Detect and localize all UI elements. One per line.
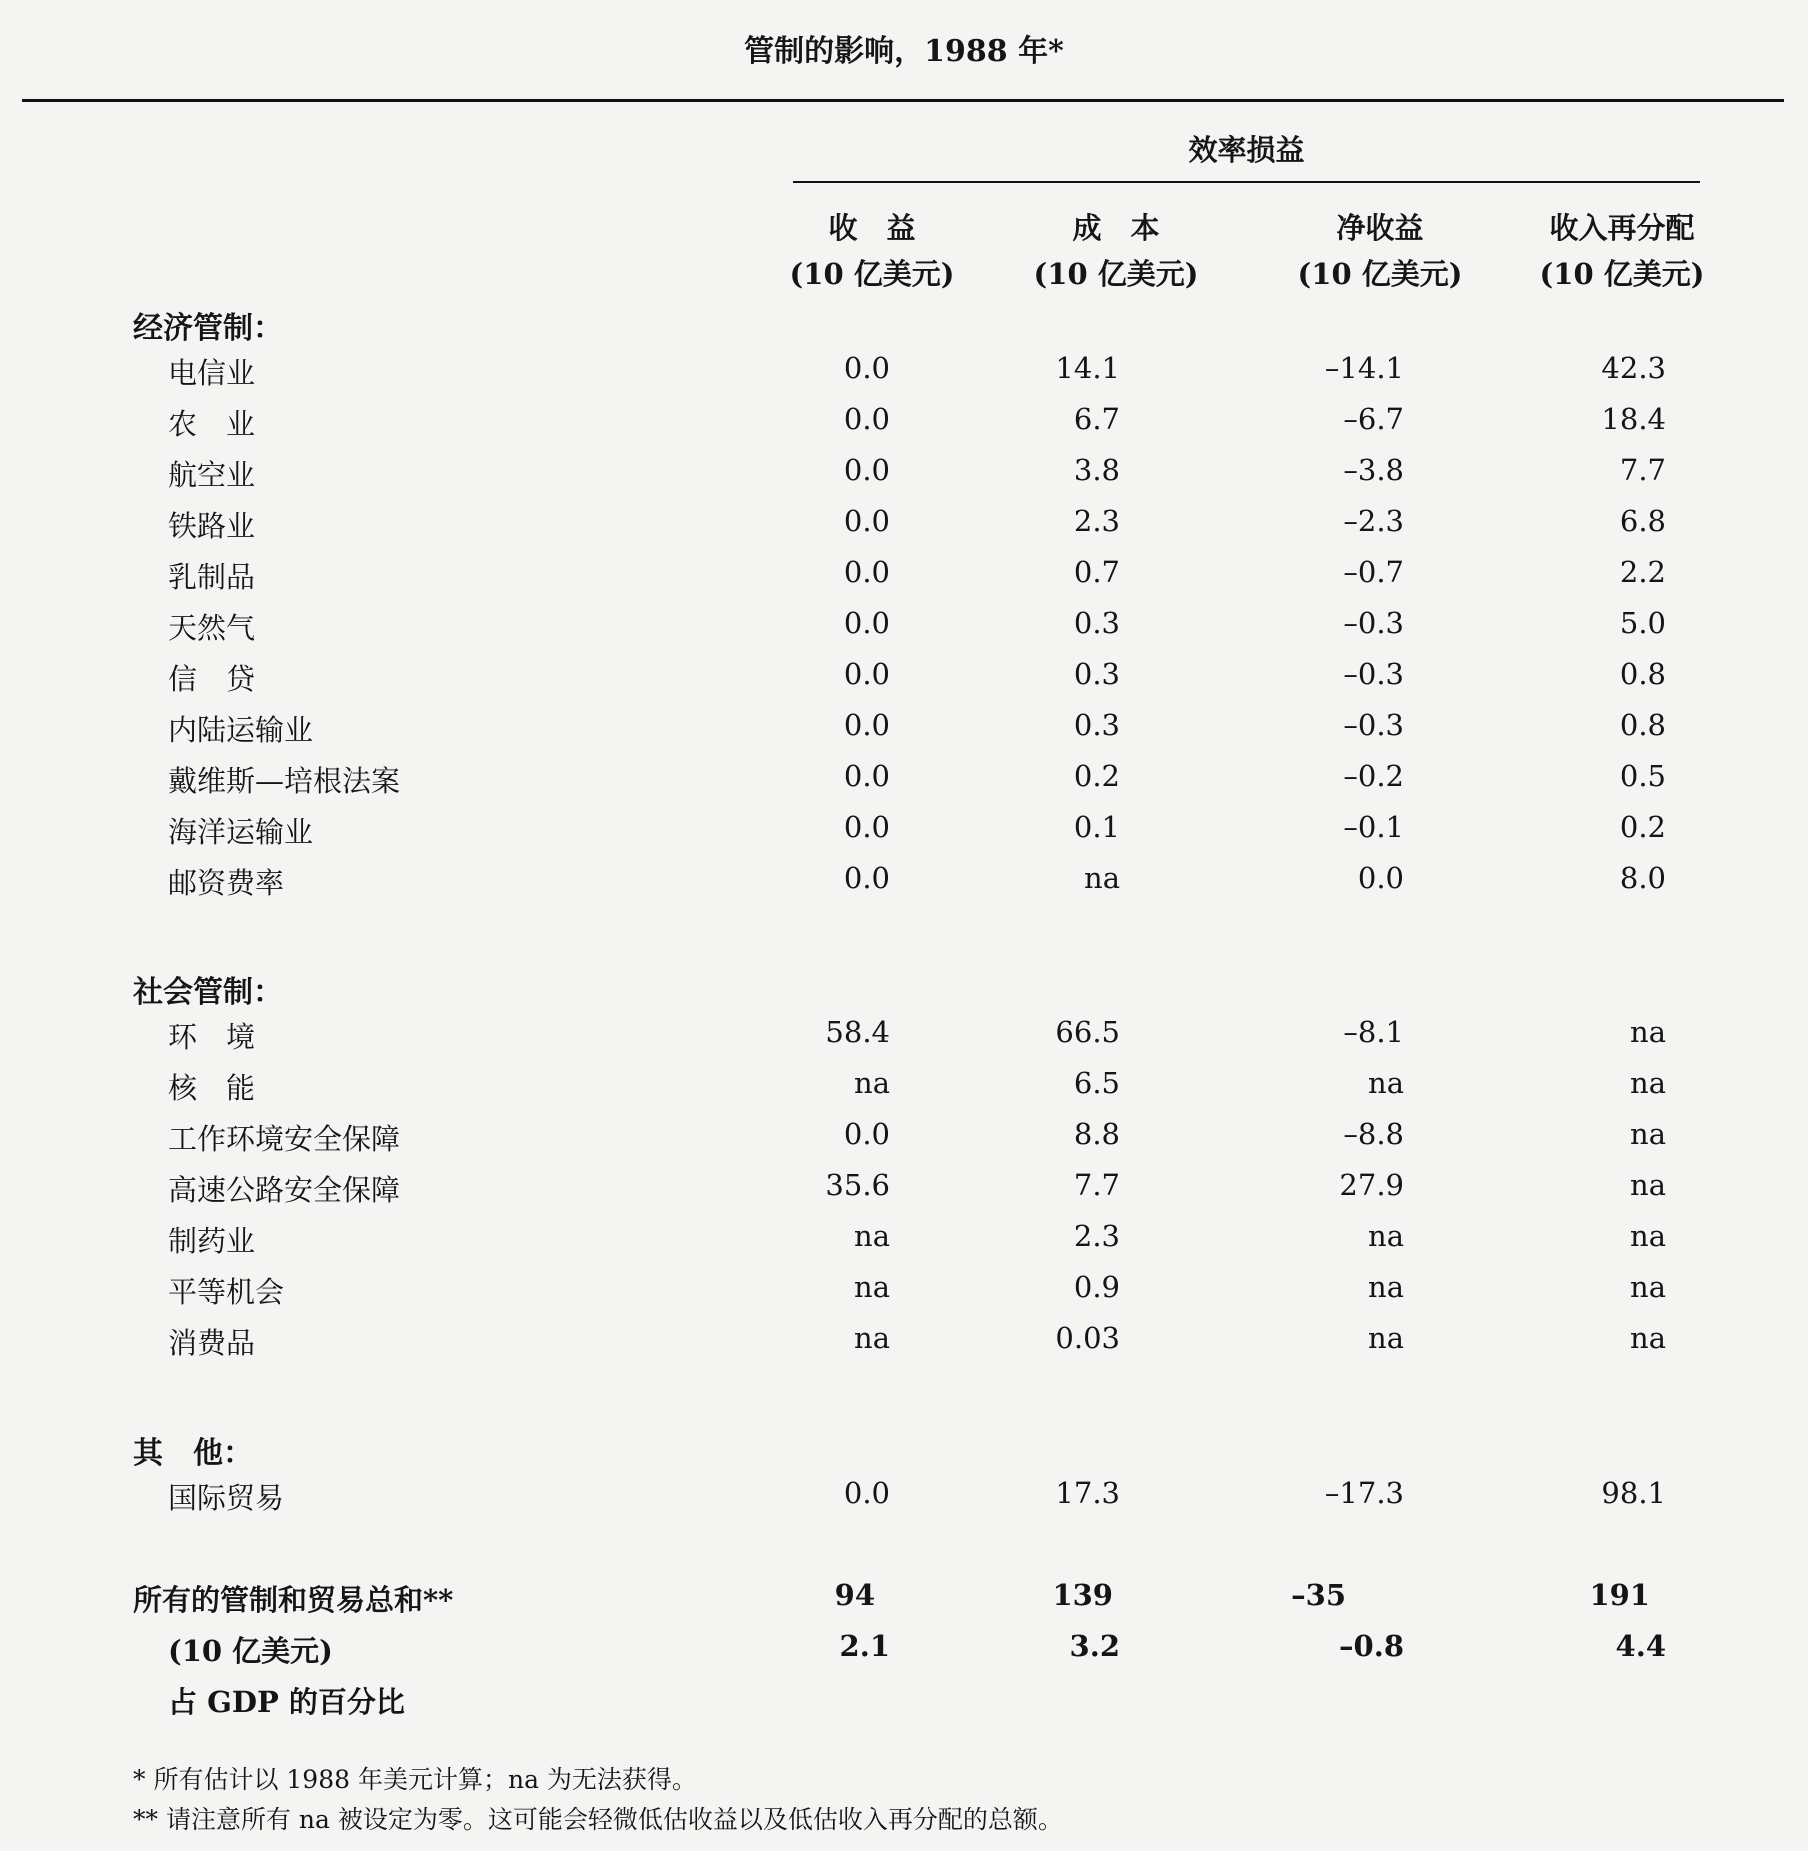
cell-benefit: 0.0 bbox=[843, 555, 890, 589]
cell-cost: 0.2 bbox=[1073, 759, 1120, 793]
cell-cost: 0.3 bbox=[1073, 708, 1120, 742]
row-label: 制药业 bbox=[168, 1224, 256, 1258]
table-row bbox=[0, 810, 1808, 861]
cell-cost: 0.1 bbox=[1073, 810, 1120, 844]
cell-net-benefit: na bbox=[1368, 1066, 1404, 1100]
cell-redistribution: na bbox=[1630, 1219, 1666, 1253]
cell-redistribution: 0.5 bbox=[1619, 759, 1666, 793]
cell-redistribution: na bbox=[1630, 1321, 1666, 1355]
cell-benefit: 0.0 bbox=[843, 606, 890, 640]
cell-benefit: 0.0 bbox=[843, 453, 890, 487]
totals-net-benefit: –35 bbox=[1291, 1578, 1346, 1612]
cell-net-benefit: –8.8 bbox=[1343, 1117, 1404, 1151]
row-label: 消费品 bbox=[168, 1326, 256, 1360]
cell-redistribution: 6.8 bbox=[1619, 504, 1666, 538]
row-label: 天然气 bbox=[168, 611, 256, 645]
column-header-benefit bbox=[742, 205, 1002, 297]
row-label: 航空业 bbox=[168, 458, 256, 492]
cell-net-benefit: –6.7 bbox=[1343, 402, 1404, 436]
column-name: 净收益 bbox=[1336, 211, 1424, 245]
cell-net-benefit: –0.1 bbox=[1343, 810, 1404, 844]
cell-net-benefit: –3.8 bbox=[1343, 453, 1404, 487]
column-name: 收入再分配 bbox=[1549, 211, 1695, 245]
row-label: 乳制品 bbox=[168, 560, 256, 594]
cell-cost: 6.5 bbox=[1073, 1066, 1120, 1100]
cell-cost: 8.8 bbox=[1073, 1117, 1120, 1151]
cell-benefit: 35.6 bbox=[825, 1168, 890, 1202]
cell-net-benefit: –2.3 bbox=[1343, 504, 1404, 538]
cell-redistribution: 42.3 bbox=[1601, 351, 1666, 385]
section-label-other: 其 他： bbox=[133, 1436, 253, 1471]
cell-benefit: 0.0 bbox=[843, 708, 890, 742]
footnote-2: ** 请注意所有 na 被设定为零。这可能会轻微低估收益以及低估收入再分配的总额。 bbox=[133, 1805, 1063, 1834]
cell-cost: 2.3 bbox=[1073, 504, 1120, 538]
cell-redistribution: na bbox=[1630, 1066, 1666, 1100]
cell-cost: 17.3 bbox=[1055, 1476, 1120, 1510]
table-row bbox=[0, 1270, 1808, 1321]
cell-benefit: na bbox=[854, 1219, 890, 1253]
cell-benefit: 0.0 bbox=[843, 657, 890, 691]
cell-redistribution: 98.1 bbox=[1601, 1476, 1666, 1510]
table-row bbox=[0, 1015, 1808, 1066]
cell-net-benefit: –0.2 bbox=[1343, 759, 1404, 793]
gdp-label: 占 GDP 的百分比 bbox=[168, 1685, 405, 1719]
cell-cost: 7.7 bbox=[1073, 1168, 1120, 1202]
cell-redistribution: 7.7 bbox=[1619, 453, 1666, 487]
row-label: 工作环境安全保障 bbox=[168, 1122, 401, 1156]
cell-redistribution: 0.8 bbox=[1619, 708, 1666, 742]
cell-benefit: 0.0 bbox=[843, 402, 890, 436]
column-header-redistribution bbox=[1492, 205, 1752, 297]
cell-cost: 0.3 bbox=[1073, 657, 1120, 691]
footnote-1: * 所有估计以 1988 年美元计算；na 为无法获得。 bbox=[133, 1765, 697, 1794]
cell-net-benefit: –14.1 bbox=[1324, 351, 1404, 385]
table-row bbox=[0, 759, 1808, 810]
table-row bbox=[0, 1168, 1808, 1219]
table-row bbox=[0, 606, 1808, 657]
gdp-redistribution: 4.4 bbox=[1615, 1629, 1666, 1663]
table-row bbox=[0, 708, 1808, 759]
cell-redistribution: 18.4 bbox=[1601, 402, 1666, 436]
cell-cost: 0.03 bbox=[1055, 1321, 1120, 1355]
row-label: 平等机会 bbox=[168, 1275, 285, 1309]
cell-benefit: 0.0 bbox=[843, 1476, 890, 1510]
row-label: 戴维斯—培根法案 bbox=[168, 764, 401, 798]
table-row bbox=[0, 453, 1808, 504]
table-row bbox=[0, 1066, 1808, 1117]
table-row bbox=[0, 402, 1808, 453]
totals-cost: 139 bbox=[1052, 1578, 1113, 1612]
table-row bbox=[0, 1219, 1808, 1270]
cell-net-benefit: na bbox=[1368, 1270, 1404, 1304]
row-label: 农 业 bbox=[168, 407, 256, 441]
cell-cost: 2.3 bbox=[1073, 1219, 1120, 1253]
cell-cost: 66.5 bbox=[1055, 1015, 1120, 1049]
section-label-social: 社会管制： bbox=[133, 975, 283, 1010]
table-row bbox=[0, 861, 1808, 912]
row-label: 信 贷 bbox=[168, 662, 256, 696]
cell-net-benefit: na bbox=[1368, 1321, 1404, 1355]
row-label: 高速公路安全保障 bbox=[168, 1173, 401, 1207]
totals-label: 所有的管制和贸易总和** bbox=[133, 1583, 454, 1617]
cell-cost: 0.3 bbox=[1073, 606, 1120, 640]
cell-benefit: 0.0 bbox=[843, 810, 890, 844]
cell-redistribution: na bbox=[1630, 1270, 1666, 1304]
cell-benefit: na bbox=[854, 1066, 890, 1100]
totals-gdp-row bbox=[0, 1629, 1808, 1680]
cell-net-benefit: 0.0 bbox=[1357, 861, 1404, 895]
cell-cost: 0.9 bbox=[1073, 1270, 1120, 1304]
cell-benefit: 0.0 bbox=[843, 1117, 890, 1151]
row-label: 核 能 bbox=[168, 1071, 256, 1105]
column-unit: (10 亿美元) bbox=[1297, 257, 1463, 291]
totals-redistribution: 191 bbox=[1589, 1578, 1650, 1612]
table-row bbox=[0, 1117, 1808, 1168]
cell-net-benefit: –0.3 bbox=[1343, 657, 1404, 691]
cell-cost: na bbox=[1084, 861, 1120, 895]
group-header-rule bbox=[793, 181, 1700, 183]
cell-benefit: 58.4 bbox=[825, 1015, 890, 1049]
cell-redistribution: na bbox=[1630, 1168, 1666, 1202]
cell-cost: 14.1 bbox=[1055, 351, 1120, 385]
cell-benefit: na bbox=[854, 1270, 890, 1304]
totals-benefit: 94 bbox=[834, 1578, 875, 1612]
cell-redistribution: na bbox=[1630, 1117, 1666, 1151]
gdp-net-benefit: –0.8 bbox=[1339, 1629, 1404, 1663]
row-label: 海洋运输业 bbox=[168, 815, 314, 849]
row-label: 国际贸易 bbox=[168, 1481, 285, 1515]
cell-redistribution: 0.2 bbox=[1619, 810, 1666, 844]
section-label-economic: 经济管制： bbox=[133, 311, 283, 346]
table-title: 管制的影响，1988 年* bbox=[744, 34, 1064, 69]
cell-benefit: 0.0 bbox=[843, 759, 890, 793]
row-label: 铁路业 bbox=[168, 509, 256, 543]
table-row bbox=[0, 657, 1808, 708]
cell-redistribution: 0.8 bbox=[1619, 657, 1666, 691]
column-unit: (10 亿美元) bbox=[1033, 257, 1199, 291]
table-row bbox=[0, 504, 1808, 555]
gdp-benefit: 2.1 bbox=[839, 1629, 890, 1663]
cell-cost: 6.7 bbox=[1073, 402, 1120, 436]
table-row bbox=[0, 1321, 1808, 1372]
cell-net-benefit: 27.9 bbox=[1339, 1168, 1404, 1202]
totals-row bbox=[0, 1578, 1808, 1629]
totals-unit-label: (10 亿美元) bbox=[168, 1634, 333, 1668]
cell-redistribution: 5.0 bbox=[1619, 606, 1666, 640]
cell-cost: 0.7 bbox=[1073, 555, 1120, 589]
totals-gdp-label-row bbox=[0, 1680, 1808, 1731]
cell-net-benefit: –17.3 bbox=[1324, 1476, 1404, 1510]
column-header-net-benefit bbox=[1250, 205, 1510, 297]
gdp-cost: 3.2 bbox=[1069, 1629, 1120, 1663]
row-label: 邮资费率 bbox=[168, 866, 285, 900]
table-row bbox=[0, 1476, 1808, 1527]
cell-net-benefit: –0.3 bbox=[1343, 606, 1404, 640]
cell-redistribution: na bbox=[1630, 1015, 1666, 1049]
row-label: 电信业 bbox=[168, 356, 256, 390]
cell-net-benefit: na bbox=[1368, 1219, 1404, 1253]
cell-cost: 3.8 bbox=[1073, 453, 1120, 487]
table-row bbox=[0, 351, 1808, 402]
group-header: 效率损益 bbox=[1188, 133, 1305, 167]
cell-redistribution: 8.0 bbox=[1619, 861, 1666, 895]
column-name: 成 本 bbox=[1072, 211, 1160, 245]
cell-net-benefit: –0.7 bbox=[1343, 555, 1404, 589]
column-unit: (10 亿美元) bbox=[1539, 257, 1705, 291]
cell-benefit: 0.0 bbox=[843, 861, 890, 895]
column-name: 收 益 bbox=[828, 211, 916, 245]
row-label: 内陆运输业 bbox=[168, 713, 314, 747]
top-rule bbox=[22, 99, 1784, 102]
row-label: 环 境 bbox=[168, 1020, 256, 1054]
cell-net-benefit: –0.3 bbox=[1343, 708, 1404, 742]
cell-benefit: 0.0 bbox=[843, 351, 890, 385]
cell-net-benefit: –8.1 bbox=[1343, 1015, 1404, 1049]
table-row bbox=[0, 555, 1808, 606]
cell-benefit: na bbox=[854, 1321, 890, 1355]
column-header-cost bbox=[986, 205, 1246, 297]
cell-benefit: 0.0 bbox=[843, 504, 890, 538]
column-unit: (10 亿美元) bbox=[789, 257, 955, 291]
cell-redistribution: 2.2 bbox=[1619, 555, 1666, 589]
